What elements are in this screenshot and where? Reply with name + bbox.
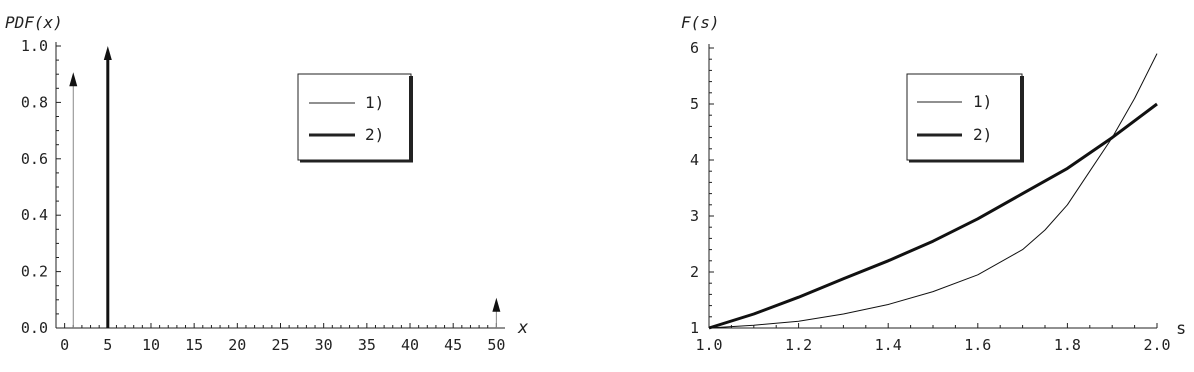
y-tick-label: 1.0 — [20, 37, 48, 55]
ylabel-fs: F(s) — [681, 13, 720, 32]
x-tick-label: 10 — [141, 336, 161, 354]
y-tick-label: 0.2 — [20, 262, 48, 281]
x-tick-label: 1.4 — [874, 336, 902, 354]
xlabel-x: x — [518, 318, 529, 338]
legend-frame — [298, 74, 411, 160]
chart-fs — [681, 13, 1186, 354]
x-tick-label: 1.6 — [964, 336, 992, 354]
x-tick-label: 45 — [444, 336, 463, 354]
chart-pdf — [5, 13, 529, 354]
plot-marks — [69, 46, 500, 328]
x-tick-label: 1.8 — [1053, 336, 1081, 354]
x-tick-label: 20 — [228, 336, 247, 354]
x-tick-label: 35 — [357, 336, 376, 354]
x-tick-label: 1.2 — [785, 336, 813, 354]
ylabel-pdf: PDF(x) — [5, 13, 63, 32]
arrowhead-series-2 — [104, 46, 112, 60]
y-tick-label: 0.8 — [20, 93, 48, 112]
x-tick-label: 2.0 — [1143, 336, 1171, 354]
xlabel-s: s — [1176, 319, 1187, 339]
tick-labels — [21, 37, 505, 354]
x-tick-label: 15 — [185, 336, 204, 354]
y-tick-label: 0.6 — [20, 149, 48, 168]
y-tick-label: 5 — [689, 95, 699, 113]
x-tick-label: 5 — [103, 336, 113, 354]
legend-label-1: 1) — [973, 92, 993, 111]
legend — [907, 74, 1024, 162]
y-tick-label: 0.4 — [20, 206, 48, 225]
x-tick-label: 40 — [400, 336, 420, 354]
arrowhead-series-1 — [492, 298, 500, 312]
y-tick-label: 1 — [689, 319, 699, 337]
x-tick-label: 1.0 — [695, 336, 723, 354]
legend-label-2: 2) — [365, 125, 385, 144]
y-tick-label: 0.0 — [20, 319, 48, 337]
x-tick-label: 0 — [60, 336, 70, 354]
legend-frame — [907, 74, 1022, 160]
x-tick-label: 50 — [487, 336, 506, 354]
axes — [56, 42, 505, 328]
legend-label-1: 1) — [365, 93, 385, 112]
legend-label-2: 2) — [973, 125, 993, 144]
y-tick-label: 4 — [689, 151, 699, 169]
x-tick-label: 30 — [314, 336, 333, 354]
y-tick-label: 2 — [689, 263, 699, 281]
legend — [298, 74, 413, 162]
arrowhead-series-1 — [69, 72, 77, 86]
y-tick-label: 6 — [689, 39, 699, 57]
y-tick-label: 3 — [689, 207, 699, 225]
x-tick-label: 25 — [271, 336, 290, 354]
